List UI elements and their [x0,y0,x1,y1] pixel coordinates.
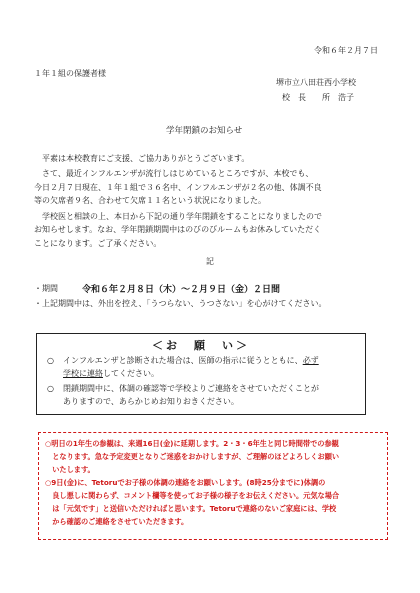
body-line: さて、最近インフルエンザが流行しはじめているところですが、本校でも、 [42,169,314,178]
red-note-line: 良し悪しに関わらず、コメント欄等を使ってお子様の様子をお伝えください。元気な場合 [45,491,340,500]
ki-marker: 記 [206,257,214,266]
school-name: 堺市立八田荘西小学校 [276,78,356,87]
red-note-line: は「元気です」と送信いただければと思います。Tetoruで連絡のないご家庭には、学校 [45,504,337,513]
notice-item-1: ○ インフルエンザと診断された場合は、医師の指示に従うとともに、必ず [47,356,319,365]
body-line: 今日２月７日現在、１年１組で３６名中、インフルエンザが２名の他、体調不良 [34,183,322,192]
red-note-line: ○明日の1年生の参観は、来週16日(金)に延期します。2・3・6年生と同じ時間帯での参観 [45,439,339,448]
body-line: お知らせします。なお、学年閉鎖期間中はのびのびルームもお休みしていただく [34,225,322,234]
red-note-line: となります。急な予定変更となりご迷惑をおかけしますが、ご理解のほどよろしくお願い [45,452,340,461]
red-note-line: いたします。 [45,465,95,474]
circle-bullet-icon: ○ [47,356,54,365]
red-note-line: ○9日(金)に、Tetoruでお子様の体調の連絡をお願いします。(8時25分までに)体調の [45,478,326,487]
recipient: １年１組の保護者様 [34,69,106,78]
body-line: 平素は本校教育にご支援、ご協力ありがとうございます。 [42,154,250,163]
principal-name: 校 長 所 浩子 [282,93,354,102]
body-line: 等の欠席者９名、合わせて欠席１１名という状況になりました。 [34,196,266,205]
document-date: 令和６年２月７日 [314,46,378,55]
period-label: ・期間 [34,284,58,293]
period-value: 令和６年２月８日（木）〜２月９日（金）２日間 [82,285,281,295]
red-note-line: から確認のご連絡をさせていただきます。 [45,517,189,526]
period-note: ・上記期間中は、外出を控え、「うつらない、うつさない」を心がけてください。 [34,299,327,308]
red-notes-box [38,432,388,540]
body-line: 学校医と相談の上、本日から下記の通り学年閉鎖をすることになりましたので [42,212,322,221]
notice-item-2-cont: ありますので、あらかじめお知りおきください。 [63,397,239,406]
notice-box [36,333,366,415]
document-title: 学年閉鎖のお知らせ [166,126,243,136]
body-line: ことになります。ご了承ください。 [34,239,162,248]
circle-bullet-icon: ○ [47,384,54,393]
notice-item-1-cont: 学校に連絡してください。 [63,369,159,378]
notice-title: ＜お 願 い＞ [152,339,250,352]
notice-item-2: ○ 閉鎖期間中に、体調の確認等で学校よりご連絡をさせていただくことが [47,384,319,393]
